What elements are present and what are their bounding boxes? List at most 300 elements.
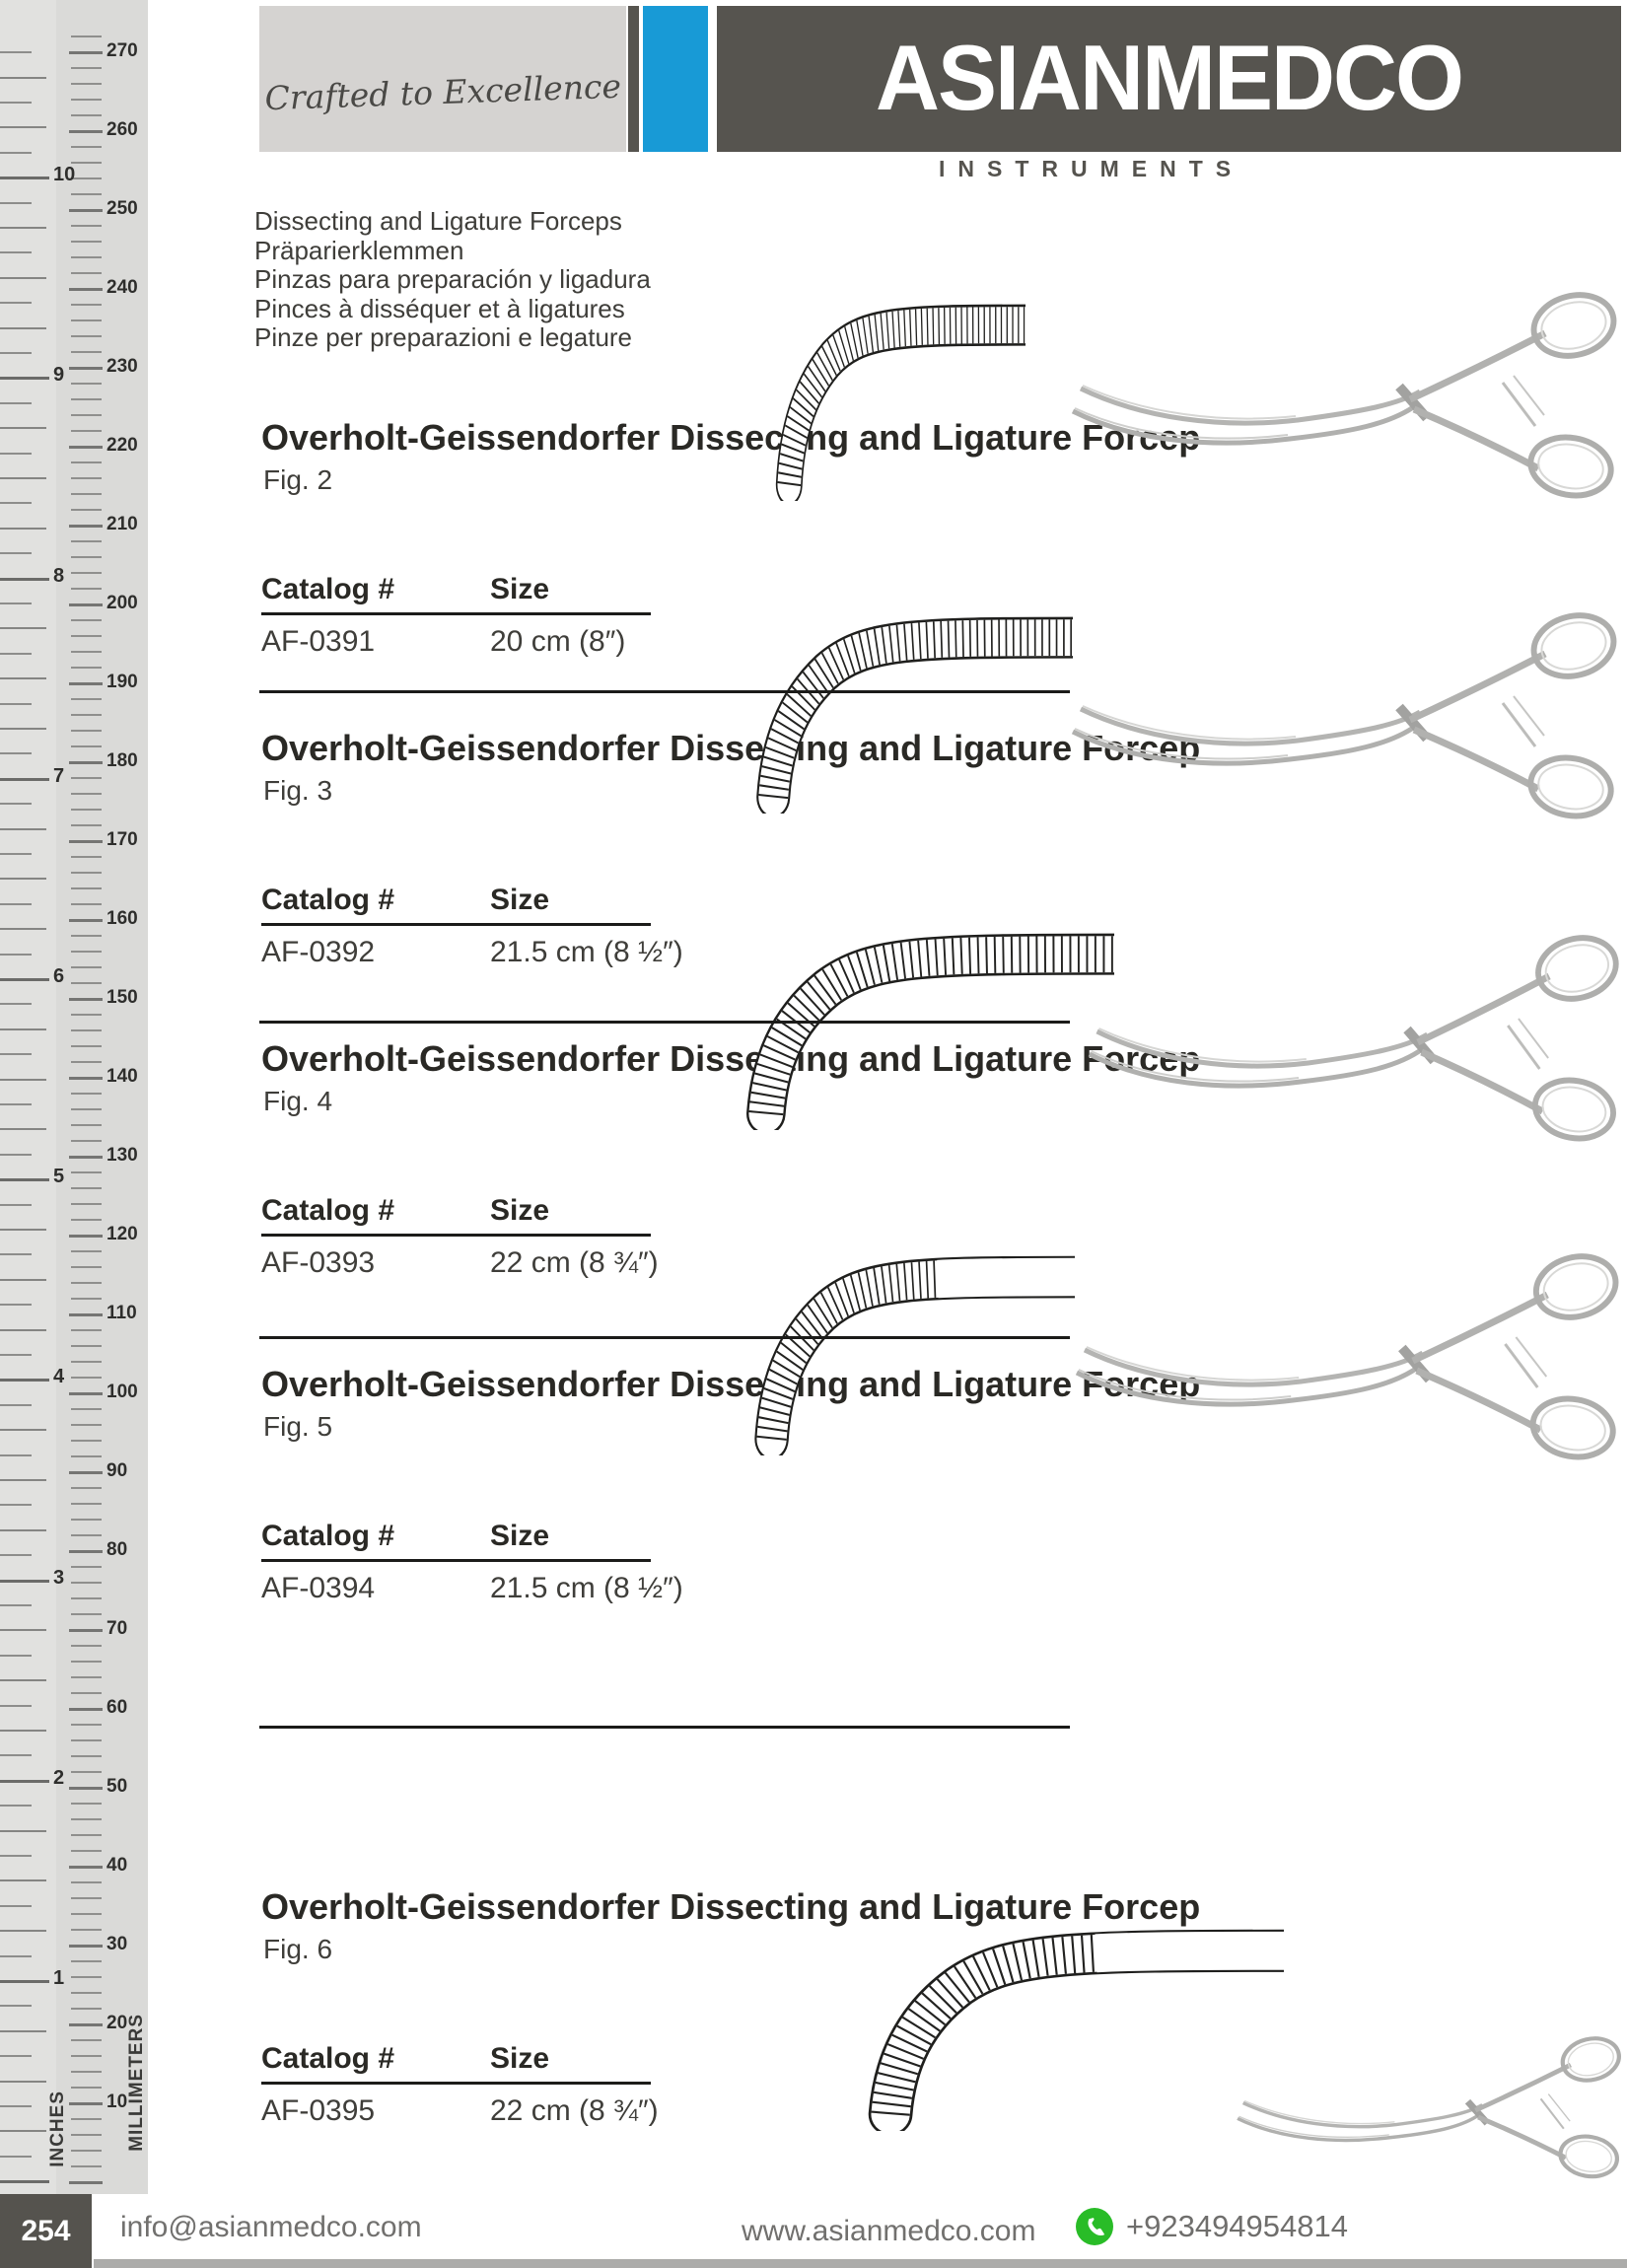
inch-tick <box>0 1855 32 1857</box>
section-divider <box>259 1336 1070 1339</box>
inch-tick <box>0 2130 46 2132</box>
mm-number: 10 <box>106 2091 128 2112</box>
ruler-inch-zone <box>0 0 56 2194</box>
inch-tick <box>0 2030 46 2032</box>
inch-tick <box>0 502 32 504</box>
forceps-jaw-illustration <box>745 611 1073 814</box>
mm-tick <box>71 1613 102 1615</box>
mm-number: 260 <box>106 119 138 140</box>
mm-tick <box>71 887 102 889</box>
inch-tick <box>0 1028 46 1030</box>
mm-tick <box>71 1282 102 1284</box>
mm-number: 20 <box>106 2013 128 2033</box>
catalog-header: Catalog # <box>261 884 395 916</box>
inch-tick <box>0 1204 32 1206</box>
mm-number: 90 <box>106 1460 128 1481</box>
catalog-number: AF-0395 <box>261 2094 376 2127</box>
inch-tick <box>0 477 46 479</box>
inch-tick <box>0 1154 32 1156</box>
mm-tick <box>71 1377 102 1379</box>
inch-tick <box>0 1253 32 1255</box>
mm-tick <box>71 745 102 747</box>
size-header: Size <box>490 2042 550 2075</box>
inch-tick <box>0 752 32 754</box>
mm-tick <box>71 1960 102 1962</box>
mm-number: 230 <box>106 356 138 377</box>
mm-tick <box>71 67 102 69</box>
mm-tick <box>69 130 103 133</box>
inch-tick <box>0 803 32 805</box>
mm-tick <box>71 1440 102 1442</box>
catalog-table <box>261 1520 683 1607</box>
section-divider <box>259 1021 1070 1024</box>
mm-tick <box>71 1834 102 1836</box>
mm-tick <box>71 903 102 905</box>
table-rule <box>261 612 651 615</box>
inch-tick <box>0 1705 32 1707</box>
mm-tick <box>71 1187 102 1189</box>
mm-tick <box>71 667 102 669</box>
inch-tick <box>0 552 32 554</box>
inch-tick <box>0 1830 46 1832</box>
figure-label: Fig. 6 <box>263 1934 333 1964</box>
brand-subtitle: INSTRUMENTS <box>939 156 1244 181</box>
inch-number: 7 <box>53 764 65 787</box>
catalog-header: Catalog # <box>261 1520 395 1552</box>
size-header: Size <box>490 1520 550 1552</box>
mm-tick <box>71 272 102 274</box>
mm-tick <box>71 383 102 385</box>
inch-number: 8 <box>53 564 65 587</box>
table-rule <box>261 2082 651 2085</box>
mm-number: 130 <box>106 1145 138 1166</box>
mm-tick <box>71 1124 102 1126</box>
product-title: Overholt-Geissendorfer Dissecting and Ligature Forcep <box>261 417 1201 458</box>
forceps-jaw-illustration <box>743 1250 1075 1455</box>
mm-tick <box>71 430 102 432</box>
inch-tick <box>0 277 46 279</box>
intro-block <box>254 207 651 353</box>
size-header: Size <box>490 573 550 605</box>
mm-tick <box>69 1708 103 1711</box>
mm-tick <box>71 1045 102 1047</box>
mm-tick <box>71 241 102 243</box>
mm-tick <box>69 998 103 1001</box>
mm-tick <box>71 1755 102 1757</box>
mm-tick <box>71 1566 102 1568</box>
crafted-logo <box>259 6 626 152</box>
mm-tick <box>71 777 102 779</box>
mm-tick <box>71 2165 102 2167</box>
inch-tick <box>0 1730 46 1732</box>
mm-tick <box>71 477 102 479</box>
inch-tick <box>0 677 46 679</box>
mm-number: 80 <box>106 1539 128 1560</box>
inch-tick <box>0 2156 32 2158</box>
mm-tick <box>71 398 102 400</box>
inch-number: 2 <box>53 1766 65 1789</box>
mm-tick <box>71 1803 102 1805</box>
catalog-header: Catalog # <box>261 1194 395 1227</box>
mm-tick <box>71 1455 102 1457</box>
mm-tick <box>71 1818 102 1820</box>
size-value: 22 cm (8 ¾″) <box>490 1246 659 1279</box>
mm-number: 110 <box>106 1303 137 1323</box>
mm-tick <box>71 1029 102 1031</box>
catalog-table <box>261 573 651 661</box>
inch-number: 10 <box>53 164 76 186</box>
inch-tick <box>0 1103 32 1105</box>
catalog-number: AF-0393 <box>261 1246 376 1279</box>
inch-tick <box>0 1655 32 1657</box>
footer-bottom-bar <box>94 2259 1627 2268</box>
mm-tick <box>71 1361 102 1363</box>
inch-tick <box>0 1780 49 1783</box>
inch-number: 9 <box>53 364 65 387</box>
mm-tick <box>71 935 102 937</box>
mm-tick <box>71 35 102 37</box>
mm-tick <box>71 2055 102 2057</box>
whatsapp-icon <box>1075 2207 1114 2246</box>
mm-tick <box>71 1661 102 1663</box>
inch-tick <box>0 1955 32 1957</box>
product-title: Overholt-Geissendorfer Dissecting and Ligature Forcep <box>261 1886 1201 1927</box>
mm-tick <box>69 1945 103 1948</box>
inch-number: 1 <box>53 1967 65 1989</box>
inch-tick <box>0 1504 32 1506</box>
mm-tick <box>71 588 102 590</box>
mm-tick <box>71 1519 102 1521</box>
footer-email: info@asianmedco.com <box>120 2211 422 2243</box>
mm-tick <box>69 1787 103 1790</box>
footer-phone: +923494954814 <box>1126 2209 1348 2243</box>
inch-tick <box>0 1980 49 1983</box>
mm-tick <box>69 2023 103 2026</box>
mm-tick <box>71 83 102 85</box>
brand-logo: ASIANMEDCO <box>875 28 1462 130</box>
mm-tick <box>69 288 103 291</box>
mm-tick <box>71 1266 102 1268</box>
inch-tick <box>0 578 49 581</box>
mm-number: 120 <box>106 1224 138 1244</box>
mm-tick <box>71 1692 102 1694</box>
mm-tick <box>69 525 103 528</box>
inch-tick <box>0 2180 49 2183</box>
inch-tick <box>0 1679 46 1681</box>
mm-tick <box>69 446 103 449</box>
inch-tick <box>0 978 49 981</box>
mm-tick <box>71 2008 102 2010</box>
mm-tick <box>71 1881 102 1883</box>
inch-tick <box>0 1629 46 1631</box>
mm-tick <box>71 2087 102 2089</box>
mm-tick <box>71 1219 102 1221</box>
inch-number: 3 <box>53 1566 65 1589</box>
inch-tick <box>0 1905 32 1907</box>
forceps-photo <box>1231 2034 1627 2180</box>
inch-tick <box>0 202 32 204</box>
mm-tick <box>71 1171 102 1173</box>
forceps-photo <box>1067 1250 1627 1462</box>
inch-tick <box>0 1529 46 1531</box>
mm-tick <box>71 2039 102 2041</box>
inch-tick <box>0 2055 32 2057</box>
mm-tick <box>69 1471 103 1474</box>
mm-tick <box>71 1140 102 1142</box>
forceps-photo <box>1063 289 1625 501</box>
page-number: 254 <box>21 2214 71 2247</box>
mm-tick <box>71 1739 102 1741</box>
mm-tick <box>71 872 102 874</box>
mm-tick <box>71 1992 102 1994</box>
intro-line: Pinze per preparazioni e legature <box>254 322 633 352</box>
mm-tick <box>71 414 102 416</box>
mm-number: 250 <box>106 198 138 219</box>
mm-tick <box>71 99 102 101</box>
inch-tick <box>0 2005 32 2007</box>
mm-tick <box>71 2134 102 2136</box>
mm-tick <box>71 461 102 463</box>
inch-number: 6 <box>53 965 65 987</box>
mm-tick <box>71 540 102 542</box>
mm-number: 270 <box>106 40 138 61</box>
table-rule <box>261 923 651 926</box>
brand-band <box>717 6 1621 152</box>
mm-tick <box>69 1392 103 1395</box>
forceps-photo <box>1080 932 1627 1144</box>
inch-tick <box>0 853 32 855</box>
mm-tick <box>71 193 102 195</box>
table-rule <box>261 1559 651 1562</box>
catalog-table <box>261 2042 659 2130</box>
inch-tick <box>0 1554 32 1556</box>
inch-tick <box>0 427 46 429</box>
mm-tick <box>71 856 102 858</box>
mm-tick <box>71 256 102 258</box>
mm-tick <box>71 1582 102 1584</box>
mm-tick <box>71 1298 102 1300</box>
mm-tick <box>71 793 102 795</box>
mm-number: 100 <box>106 1382 138 1402</box>
inch-tick <box>0 878 46 880</box>
mm-tick <box>69 2102 103 2105</box>
mm-tick <box>71 1724 102 1726</box>
inch-tick <box>0 77 46 79</box>
mm-tick <box>71 1771 102 1773</box>
inch-tick <box>0 1454 32 1456</box>
mm-tick <box>71 162 102 164</box>
mm-tick <box>69 919 103 922</box>
inch-tick <box>0 1754 32 1756</box>
mm-tick <box>71 2150 102 2152</box>
catalog-number: AF-0394 <box>261 1572 376 1604</box>
forceps-jaw-illustration <box>767 299 1026 501</box>
mm-tick <box>71 635 102 637</box>
inch-tick <box>0 1128 46 1130</box>
size-header: Size <box>490 884 550 916</box>
mm-tick <box>71 1850 102 1852</box>
mm-tick <box>71 1597 102 1599</box>
size-value: 21.5 cm (8 ½″) <box>490 936 683 968</box>
mm-tick <box>71 335 102 337</box>
inch-tick <box>0 1229 46 1231</box>
mm-number: 140 <box>106 1066 138 1087</box>
mm-tick <box>71 1534 102 1536</box>
mm-tick <box>71 714 102 716</box>
size-header: Size <box>490 1194 550 1227</box>
mm-tick <box>71 1061 102 1063</box>
intro-line: Dissecting and Ligature Forceps <box>254 206 622 236</box>
mm-tick <box>71 982 102 984</box>
inch-tick <box>0 1178 49 1181</box>
mm-tick <box>71 1929 102 1931</box>
mm-number: 200 <box>106 593 138 613</box>
ruler <box>0 0 148 2194</box>
mm-tick <box>71 351 102 353</box>
inch-tick <box>0 1805 32 1807</box>
mm-tick <box>71 651 102 653</box>
mm-tick <box>71 572 102 574</box>
inch-tick <box>0 928 46 930</box>
mm-tick <box>71 1976 102 1978</box>
inch-tick <box>0 627 46 629</box>
figure-label: Fig. 2 <box>263 464 333 495</box>
mm-tick <box>69 1550 103 1553</box>
mm-tick <box>71 493 102 495</box>
forceps-jaw-illustration <box>734 928 1114 1130</box>
inch-tick <box>0 1404 32 1406</box>
section-divider <box>259 1726 1070 1729</box>
mm-tick <box>69 1629 103 1632</box>
catalog-table <box>261 1194 659 1282</box>
mm-tick <box>69 1156 103 1159</box>
mm-number: 210 <box>106 514 138 534</box>
inch-tick <box>0 177 49 179</box>
figure-label: Fig. 4 <box>263 1086 333 1116</box>
mm-tick <box>71 509 102 511</box>
mm-number: 40 <box>106 1855 128 1876</box>
inch-tick <box>0 377 49 380</box>
mm-tick <box>71 1108 102 1110</box>
inch-tick <box>0 1079 46 1081</box>
catalog-header: Catalog # <box>261 2042 395 2075</box>
forceps-jaw-illustration <box>854 1924 1284 2131</box>
mm-tick <box>69 1866 103 1869</box>
catalog-header: Catalog # <box>261 573 395 605</box>
mm-number: 170 <box>106 829 138 850</box>
inch-tick <box>0 126 46 128</box>
forceps-photo <box>1063 609 1625 821</box>
inch-tick <box>0 1279 46 1281</box>
inch-tick <box>0 1429 46 1431</box>
crafted-logo-script: Crafted to Excellence <box>264 66 622 117</box>
product-title: Overholt-Geissendorfer Dissecting and Ligature Forcep <box>261 1038 1201 1079</box>
mm-tick <box>69 682 103 685</box>
mm-number: 70 <box>106 1618 128 1639</box>
inch-tick <box>0 2081 46 2083</box>
mm-number: 180 <box>106 750 138 771</box>
mm-tick <box>71 2071 102 2073</box>
inch-tick <box>0 1930 46 1932</box>
mm-tick <box>71 146 102 148</box>
mm-tick <box>71 1329 102 1331</box>
mm-number: 190 <box>106 672 138 692</box>
inch-tick <box>0 352 32 354</box>
mm-number: 220 <box>106 435 138 456</box>
inch-tick <box>0 302 32 304</box>
mm-tick <box>71 1203 102 1205</box>
mm-tick <box>71 1424 102 1426</box>
mm-tick <box>71 1345 102 1347</box>
mm-tick <box>69 1235 103 1238</box>
inch-tick <box>0 602 32 604</box>
mm-tick <box>69 209 103 212</box>
mm-number: 60 <box>106 1697 128 1718</box>
mm-tick <box>69 367 103 370</box>
inch-tick <box>0 903 32 905</box>
inch-tick <box>0 227 46 229</box>
inch-tick <box>0 828 46 830</box>
mm-tick <box>71 1408 102 1410</box>
intro-line: Pinzas para preparación y ligadura <box>254 264 651 294</box>
ruler-inches-label: INCHES <box>47 2091 68 2167</box>
inch-tick <box>0 653 32 655</box>
section-divider <box>259 690 1070 693</box>
inch-tick <box>0 402 32 404</box>
mm-number: 30 <box>106 1934 128 1954</box>
inch-tick <box>0 1580 49 1583</box>
mm-tick <box>69 2181 103 2184</box>
inch-tick <box>0 152 32 154</box>
mm-tick <box>71 966 102 968</box>
mm-tick <box>69 1077 103 1080</box>
mm-tick <box>71 1676 102 1678</box>
inch-tick <box>0 453 32 455</box>
catalog-number: AF-0391 <box>261 625 376 658</box>
header-blue-accent-bar <box>643 6 708 152</box>
footer-website: www.asianmedco.com <box>742 2215 1036 2247</box>
mm-tick <box>69 603 103 606</box>
figure-label: Fig. 5 <box>263 1411 333 1442</box>
inch-tick <box>0 1329 46 1331</box>
mm-tick <box>71 809 102 811</box>
inch-tick <box>0 327 46 329</box>
intro-line: Pinces à disséquer et à ligatures <box>254 293 625 323</box>
mm-tick <box>71 698 102 700</box>
ruler-millimeters-label: MILLIMETERS <box>126 2014 147 2152</box>
inch-tick <box>0 1879 46 1881</box>
mm-tick <box>71 1503 102 1505</box>
mm-number: 50 <box>106 1776 128 1797</box>
inch-tick <box>0 2105 32 2107</box>
mm-tick <box>71 304 102 306</box>
table-rule <box>261 1234 651 1237</box>
product-title: Overholt-Geissendorfer Dissecting and Ligature Forcep <box>261 728 1201 768</box>
mm-tick <box>71 1487 102 1489</box>
product-title: Overholt-Geissendorfer Dissecting and Ligature Forcep <box>261 1364 1201 1404</box>
mm-tick <box>71 1897 102 1899</box>
inch-tick <box>0 1304 32 1306</box>
figure-label: Fig. 3 <box>263 775 333 806</box>
inch-tick <box>0 778 49 781</box>
intro-line: Präparierklemmen <box>254 235 464 265</box>
mm-tick <box>71 319 102 321</box>
size-value: 22 cm (8 ¾″) <box>490 2094 659 2127</box>
mm-tick <box>69 840 103 843</box>
inch-tick <box>0 102 32 104</box>
inch-number: 4 <box>53 1366 65 1388</box>
header-dark-bar <box>628 6 639 152</box>
